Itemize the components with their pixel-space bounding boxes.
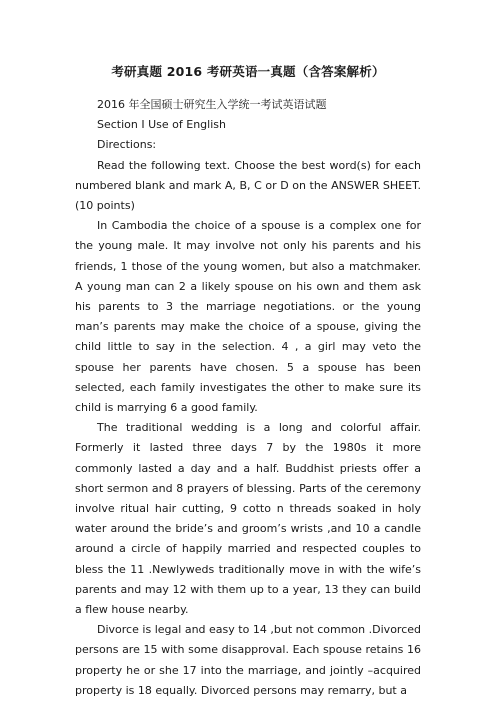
document-title: 考研真题 2016 考研英语一真题（含答案解析） — [111, 64, 385, 79]
exam-header-line: 2016 年全国硕士研究生入学统一考试英语试题 — [97, 98, 327, 111]
document-body — [75, 95, 421, 701]
passage-paragraph-2: The traditional wedding is a long and colorful affair. Formerly it lasted three days 7 by the 1980s it more commonly lasted a day and a half. Buddhist priests offer a short sermon and 8 prayers of blessing. Parts of the ceremony involve ritual hair cutting, 9 cotto n threads soaked in holy water around the bride’s and groom’s wrists ,and 10 a candle around a circle of happily married and respected couples to bless the 11 .Newlyweds traditionally move in with the wife’s parents and may 12 with them up to a year, 13 they can build a flew house nearby. — [75, 421, 421, 617]
directions-paragraph: Read the following text. Choose the best word(s) for each numbered blank and mark A, B, C or D on the ANSWER SHEET. (10 points) — [75, 158, 421, 213]
passage-paragraph-3: Divorce is legal and easy to 14 ,but not common .Divorced persons are 15 with some disapproval. Each spouse retains 16 property he or she 17 into the marriage, and jointly –acquired property is 18 equally. Divorced persons may remarry, but a — [75, 623, 421, 697]
directions-label: Directions: — [97, 138, 157, 152]
passage-paragraph-1: In Cambodia the choice of a spouse is a complex one for the young male. It may involve not only his parents and his friends, 1 those of the young women, but also a matchmaker. A young man can 2 a likely spouse on his own and them ask his parents to 3 the marriage negotiations. or the young man’s parents may make the choice of a spouse, giving the child little to say in the selection. 4 , a girl may veto the spouse her parents have chosen. 5 a spouse has been selected, each family investigates the other to make sure its child is marrying 6 a good family. — [75, 219, 421, 415]
section-heading: Section I Use of English — [97, 118, 226, 132]
